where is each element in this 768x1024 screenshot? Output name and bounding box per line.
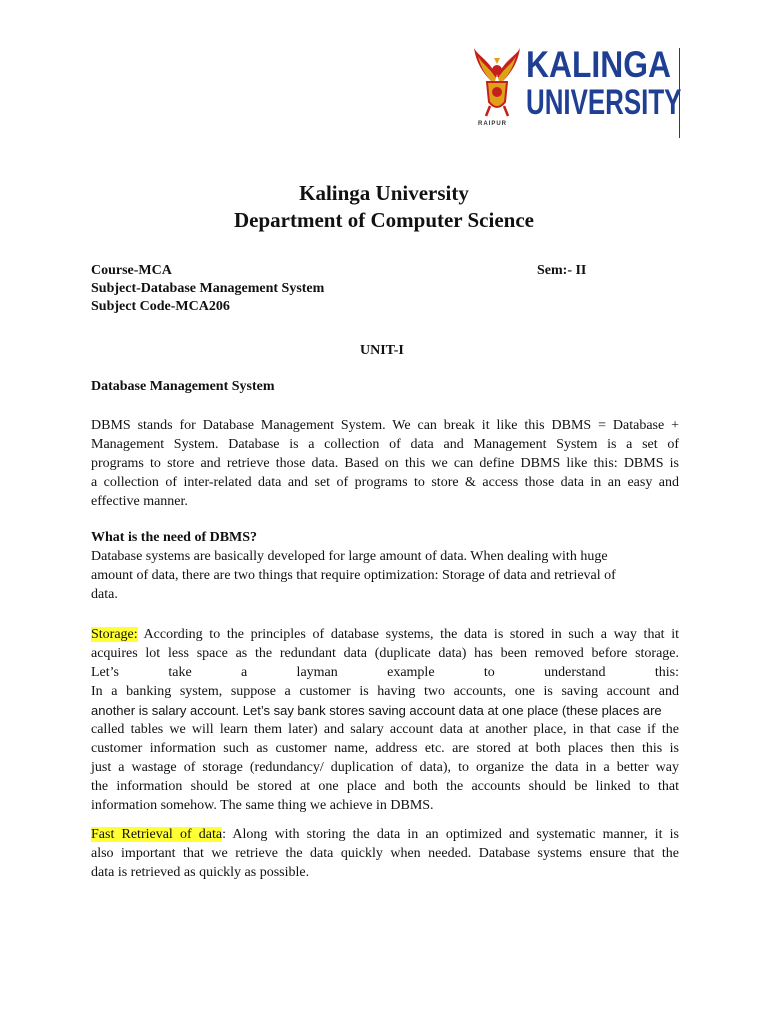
logo-subtitle: RAIPUR [478,121,508,127]
text-line: Let’s take a layman example to understand this: [91,665,679,680]
text-line: the information should be stored at one place and both the accounts should be linked to that [91,779,679,794]
subject-code-label: Subject Code-MCA206 [91,299,230,314]
text-line: called tables we will learn them later) and salary account data at another place, in that case if the [91,722,679,737]
text-line: customer information such as customer name, address etc. are stored at both places then this is [91,741,679,756]
semester-label: Sem:- II [537,263,587,278]
logo-wordmark-university: UNIVERSITY [526,83,682,122]
text-line: another is salary account. Let’s say bank stores saving account data at one place (these places are [91,703,662,718]
university-crest-icon [472,46,522,120]
text-line: programs to store and retrieve those data. Based on this we can define DBMS like this: DBMS is [91,456,679,471]
text-line [91,825,679,844]
text-line: amount of data, there are two things that require optimization: Storage of data and retrieval of [91,568,616,583]
text-line: effective manner. [91,494,188,509]
retrieval-highlight: Fast Retrieval of data [91,827,223,842]
text-fragment: According to the principles of database systems, the data is stored in such a way that it [137,627,679,642]
text-line: DBMS stands for Database Management System. We can break it like this DBMS = Database + [91,418,679,433]
text-line: data is retrieved as quickly as possible. [91,865,310,880]
storage-highlight: Storage: [91,627,138,642]
section-heading-dbms: Database Management System [91,379,275,394]
intro-paragraph [91,416,679,511]
text-line: data. [91,587,118,602]
text-line: acquires lot less space as the redundant data (duplicate data) has been removed before storage. [91,646,679,661]
text-line: Database systems are basically developed for large amount of data. When dealing with huge [91,549,608,564]
need-paragraph [91,547,679,604]
text-line: In a banking system, suppose a customer is having two accounts, one is saving account and [91,684,679,699]
text-line: information somehow. The same thing we achieve in DBMS. [91,798,434,813]
text-line: a collection of inter-related data and set of programs to store & access those data in an easy and [91,475,679,490]
subject-label: Subject-Database Management System [91,281,325,296]
text-line: also important that we retrieve the data quickly when needed. Database systems ensure that the [91,846,679,861]
text-line: just a wastage of storage (redundancy/ duplication of data), to organize the data in a better way [91,760,679,775]
retrieval-paragraph [91,825,679,882]
course-label: Course-MCA [91,263,172,278]
section-heading-need: What is the need of DBMS? [91,530,258,545]
unit-heading: UNIT-I [360,343,404,358]
storage-paragraph [91,625,679,815]
text-fragment: : Along with storing the data in an optimized and systematic manner, it is [222,827,679,842]
text-line: Management System. Database is a collection of data and Management System is a set of [91,437,679,452]
department-title: Department of Computer Science [234,208,534,232]
text-line [91,625,679,644]
logo-wordmark-kalinga: KALINGA [526,44,671,85]
page-title: Kalinga University [299,181,469,205]
